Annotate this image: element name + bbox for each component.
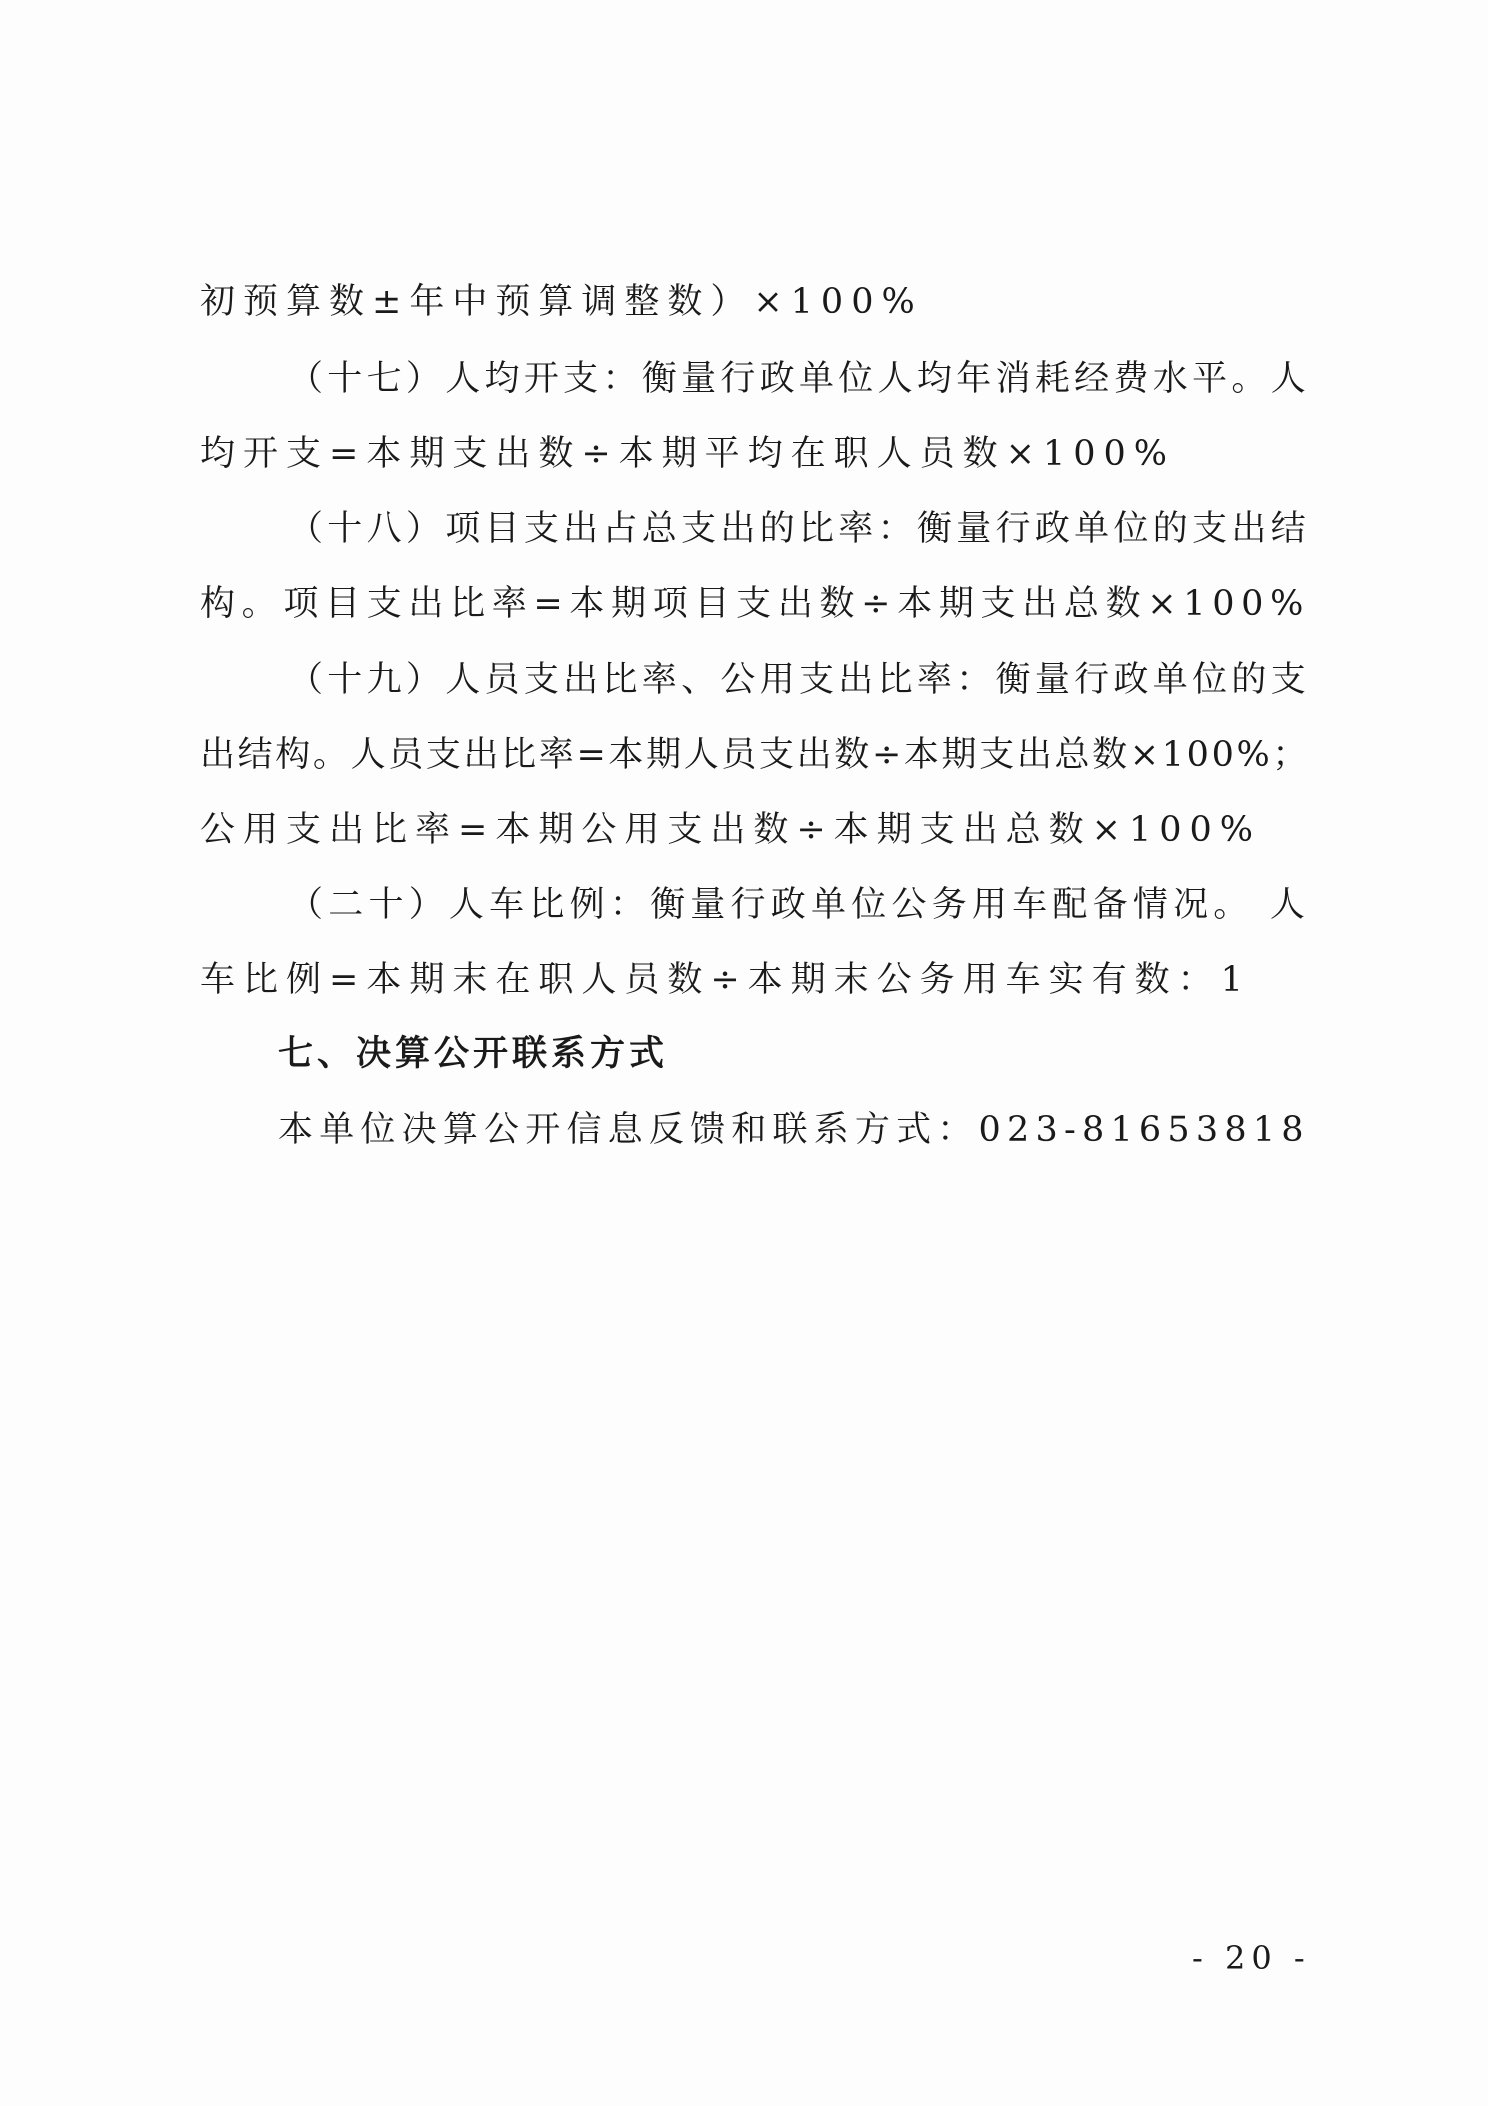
item-20-line-2: 车比例=本期末在职人员数÷本期末公务用车实有数：1 [200, 960, 1251, 1000]
item-17-line-2: 均开支=本期支出数÷本期平均在职人员数×100% [200, 434, 1176, 474]
item-17-line-1: （十七）人均开支：衡量行政单位人均年消耗经费水平。人 [288, 359, 1311, 399]
item-18-line-1: （十八）项目支出占总支出的比率：衡量行政单位的支出结 [288, 509, 1311, 549]
paragraph-continuation: 初预算数±年中预算调整数）×100% [200, 282, 923, 322]
page-number: - 20 - [1192, 1939, 1311, 1977]
item-19-line-2: 出结构。人员支出比率=本期人员支出数÷本期支出总数×100%； [200, 735, 1311, 775]
item-18-line-2: 构。项目支出比率=本期项目支出数÷本期支出总数×100% [200, 584, 1311, 624]
section-7-contact: 本单位决算公开信息反馈和联系方式：023-81653818 [278, 1110, 1310, 1150]
item-19-line-3: 公用支出比率=本期公用支出数÷本期支出总数×100% [200, 810, 1262, 850]
item-19-line-1: （十九）人员支出比率、公用支出比率：衡量行政单位的支 [288, 660, 1311, 700]
item-20-line-1: （二十）人车比例：衡量行政单位公务用车配备情况。 人 [288, 885, 1311, 925]
section-7-heading: 七、决算公开联系方式 [278, 1034, 669, 1074]
